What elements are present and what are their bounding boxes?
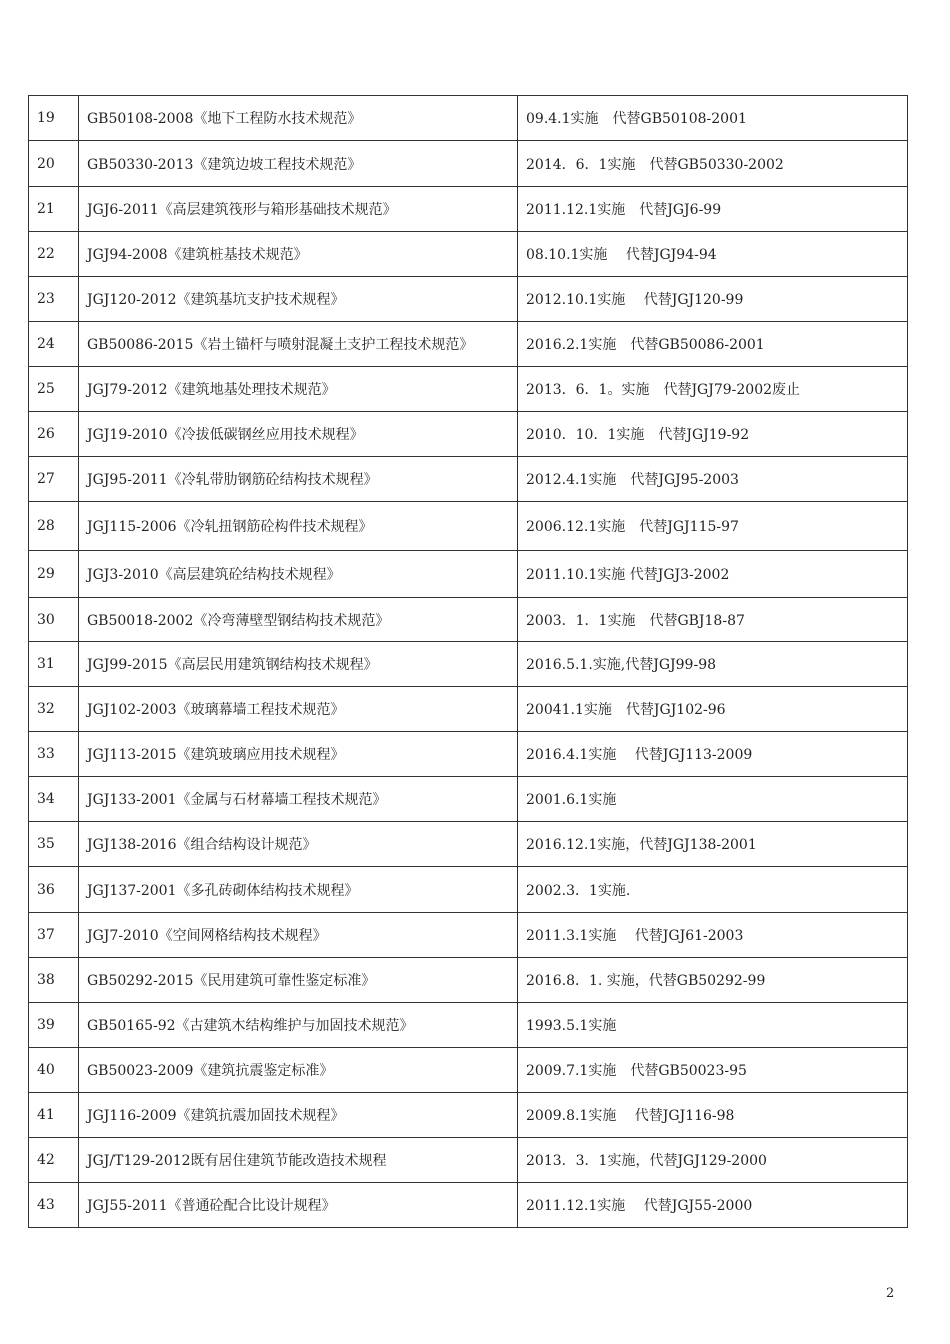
table-row <box>29 958 908 1003</box>
implementation-note: 2001.6.1实施 <box>518 777 908 822</box>
standard-code: JGJ94-2008《建筑桩基技术规范》 <box>79 232 518 277</box>
implementation-note: 2012.10.1实施 代替JGJ120-99 <box>518 277 908 322</box>
row-number: 19 <box>29 96 79 141</box>
row-number: 30 <box>29 598 79 642</box>
row-number: 43 <box>29 1183 79 1228</box>
implementation-note: 1993.5.1实施 <box>518 1003 908 1048</box>
row-number: 42 <box>29 1138 79 1183</box>
table-row <box>29 367 908 412</box>
table-row <box>29 822 908 867</box>
row-number: 22 <box>29 232 79 277</box>
standard-code: GB50108-2008《地下工程防水技术规范》 <box>79 96 518 141</box>
row-number: 25 <box>29 367 79 412</box>
page-number: 2 <box>886 1286 895 1301</box>
implementation-note: 2014．6．1实施 代替GB50330-2002 <box>518 141 908 187</box>
table-row <box>29 1183 908 1228</box>
standard-code: JGJ95-2011《冷轧带肋钢筋砼结构技术规程》 <box>79 457 518 502</box>
row-number: 32 <box>29 687 79 732</box>
implementation-note: 2006.12.1实施 代替JGJ115-97 <box>518 502 908 551</box>
table-row <box>29 598 908 642</box>
implementation-note: 08.10.1实施 代替JGJ94-94 <box>518 232 908 277</box>
standard-code: GB50023-2009《建筑抗震鉴定标准》 <box>79 1048 518 1093</box>
implementation-note: 2016.2.1实施 代替GB50086-2001 <box>518 322 908 367</box>
standard-code: JGJ79-2012《建筑地基处理技术规范》 <box>79 367 518 412</box>
row-number: 37 <box>29 913 79 958</box>
implementation-note: 2011.10.1实施 代替JGJ3-2002 <box>518 551 908 598</box>
table-row <box>29 1003 908 1048</box>
row-number: 21 <box>29 187 79 232</box>
table-row <box>29 551 908 598</box>
table-row <box>29 457 908 502</box>
standard-code: JGJ102-2003《玻璃幕墙工程技术规范》 <box>79 687 518 732</box>
implementation-note: 09.4.1实施 代替GB50108-2001 <box>518 96 908 141</box>
table-row <box>29 913 908 958</box>
standards-table <box>28 95 908 1228</box>
implementation-note: 2013．6．1。实施 代替JGJ79-2002废止 <box>518 367 908 412</box>
row-number: 23 <box>29 277 79 322</box>
implementation-note: 20041.1实施 代替JGJ102-96 <box>518 687 908 732</box>
implementation-note: 2011.3.1实施 代替JGJ61-2003 <box>518 913 908 958</box>
standard-code: GB50086-2015《岩土锚杆与喷射混凝土支护工程技术规范》 <box>79 322 518 367</box>
table-row <box>29 777 908 822</box>
implementation-note: 2016.4.1实施 代替JGJ113-2009 <box>518 732 908 777</box>
table-row <box>29 1138 908 1183</box>
row-number: 40 <box>29 1048 79 1093</box>
implementation-note: 2013．3．1实施，代替JGJ129-2000 <box>518 1138 908 1183</box>
implementation-note: 2010．10．1实施 代替JGJ19-92 <box>518 412 908 457</box>
row-number: 26 <box>29 412 79 457</box>
table-row <box>29 502 908 551</box>
row-number: 38 <box>29 958 79 1003</box>
standards-table-body <box>29 96 908 1228</box>
implementation-note: 2011.12.1实施 代替JGJ6-99 <box>518 187 908 232</box>
implementation-note: 2012.4.1实施 代替JGJ95-2003 <box>518 457 908 502</box>
row-number: 35 <box>29 822 79 867</box>
table-row <box>29 412 908 457</box>
standard-code: JGJ113-2015《建筑玻璃应用技术规程》 <box>79 732 518 777</box>
table-row <box>29 687 908 732</box>
table-row <box>29 642 908 687</box>
row-number: 39 <box>29 1003 79 1048</box>
table-row <box>29 732 908 777</box>
standard-code: JGJ133-2001《金属与石材幕墙工程技术规范》 <box>79 777 518 822</box>
table-row <box>29 187 908 232</box>
row-number: 33 <box>29 732 79 777</box>
standard-code: GB50292-2015《民用建筑可靠性鉴定标准》 <box>79 958 518 1003</box>
row-number: 20 <box>29 141 79 187</box>
row-number: 36 <box>29 867 79 913</box>
implementation-note: 2002.3．1实施. <box>518 867 908 913</box>
table-row <box>29 96 908 141</box>
row-number: 29 <box>29 551 79 598</box>
table-row <box>29 141 908 187</box>
standard-code: JGJ138-2016《组合结构设计规范》 <box>79 822 518 867</box>
implementation-note: 2011.12.1实施 代替JGJ55-2000 <box>518 1183 908 1228</box>
row-number: 27 <box>29 457 79 502</box>
implementation-note: 2016.8．1. 实施，代替GB50292-99 <box>518 958 908 1003</box>
row-number: 24 <box>29 322 79 367</box>
standard-code: JGJ3-2010《高层建筑砼结构技术规程》 <box>79 551 518 598</box>
table-row <box>29 232 908 277</box>
table-row <box>29 322 908 367</box>
table-row <box>29 1048 908 1093</box>
standard-code: GB50330-2013《建筑边坡工程技术规范》 <box>79 141 518 187</box>
standard-code: JGJ99-2015《高层民用建筑钢结构技术规程》 <box>79 642 518 687</box>
standard-code: JGJ55-2011《普通砼配合比设计规程》 <box>79 1183 518 1228</box>
row-number: 28 <box>29 502 79 551</box>
standard-code: JGJ7-2010《空间网格结构技术规程》 <box>79 913 518 958</box>
standard-code: GB50165-92《古建筑木结构维护与加固技术规范》 <box>79 1003 518 1048</box>
standard-code: JGJ137-2001《多孔砖砌体结构技术规程》 <box>79 867 518 913</box>
table-row <box>29 277 908 322</box>
implementation-note: 2009.7.1实施 代替GB50023-95 <box>518 1048 908 1093</box>
standard-code: JGJ120-2012《建筑基坑支护技术规程》 <box>79 277 518 322</box>
table-row <box>29 867 908 913</box>
row-number: 41 <box>29 1093 79 1138</box>
implementation-note: 2016.5.1.实施,代替JGJ99-98 <box>518 642 908 687</box>
implementation-note: 2003．1．1实施 代替GBJ18-87 <box>518 598 908 642</box>
standard-code: JGJ6-2011《高层建筑筏形与箱形基础技术规范》 <box>79 187 518 232</box>
standard-code: JGJ115-2006《冷轧扭钢筋砼构件技术规程》 <box>79 502 518 551</box>
standard-code: JGJ116-2009《建筑抗震加固技术规程》 <box>79 1093 518 1138</box>
implementation-note: 2016.12.1实施，代替JGJ138-2001 <box>518 822 908 867</box>
row-number: 34 <box>29 777 79 822</box>
table-row <box>29 1093 908 1138</box>
standard-code: JGJ19-2010《冷拔低碳钢丝应用技术规程》 <box>79 412 518 457</box>
standard-code: JGJ/T129-2012既有居住建筑节能改造技术规程 <box>79 1138 518 1183</box>
row-number: 31 <box>29 642 79 687</box>
implementation-note: 2009.8.1实施 代替JGJ116-98 <box>518 1093 908 1138</box>
standard-code: GB50018-2002《冷弯薄壁型钢结构技术规范》 <box>79 598 518 642</box>
